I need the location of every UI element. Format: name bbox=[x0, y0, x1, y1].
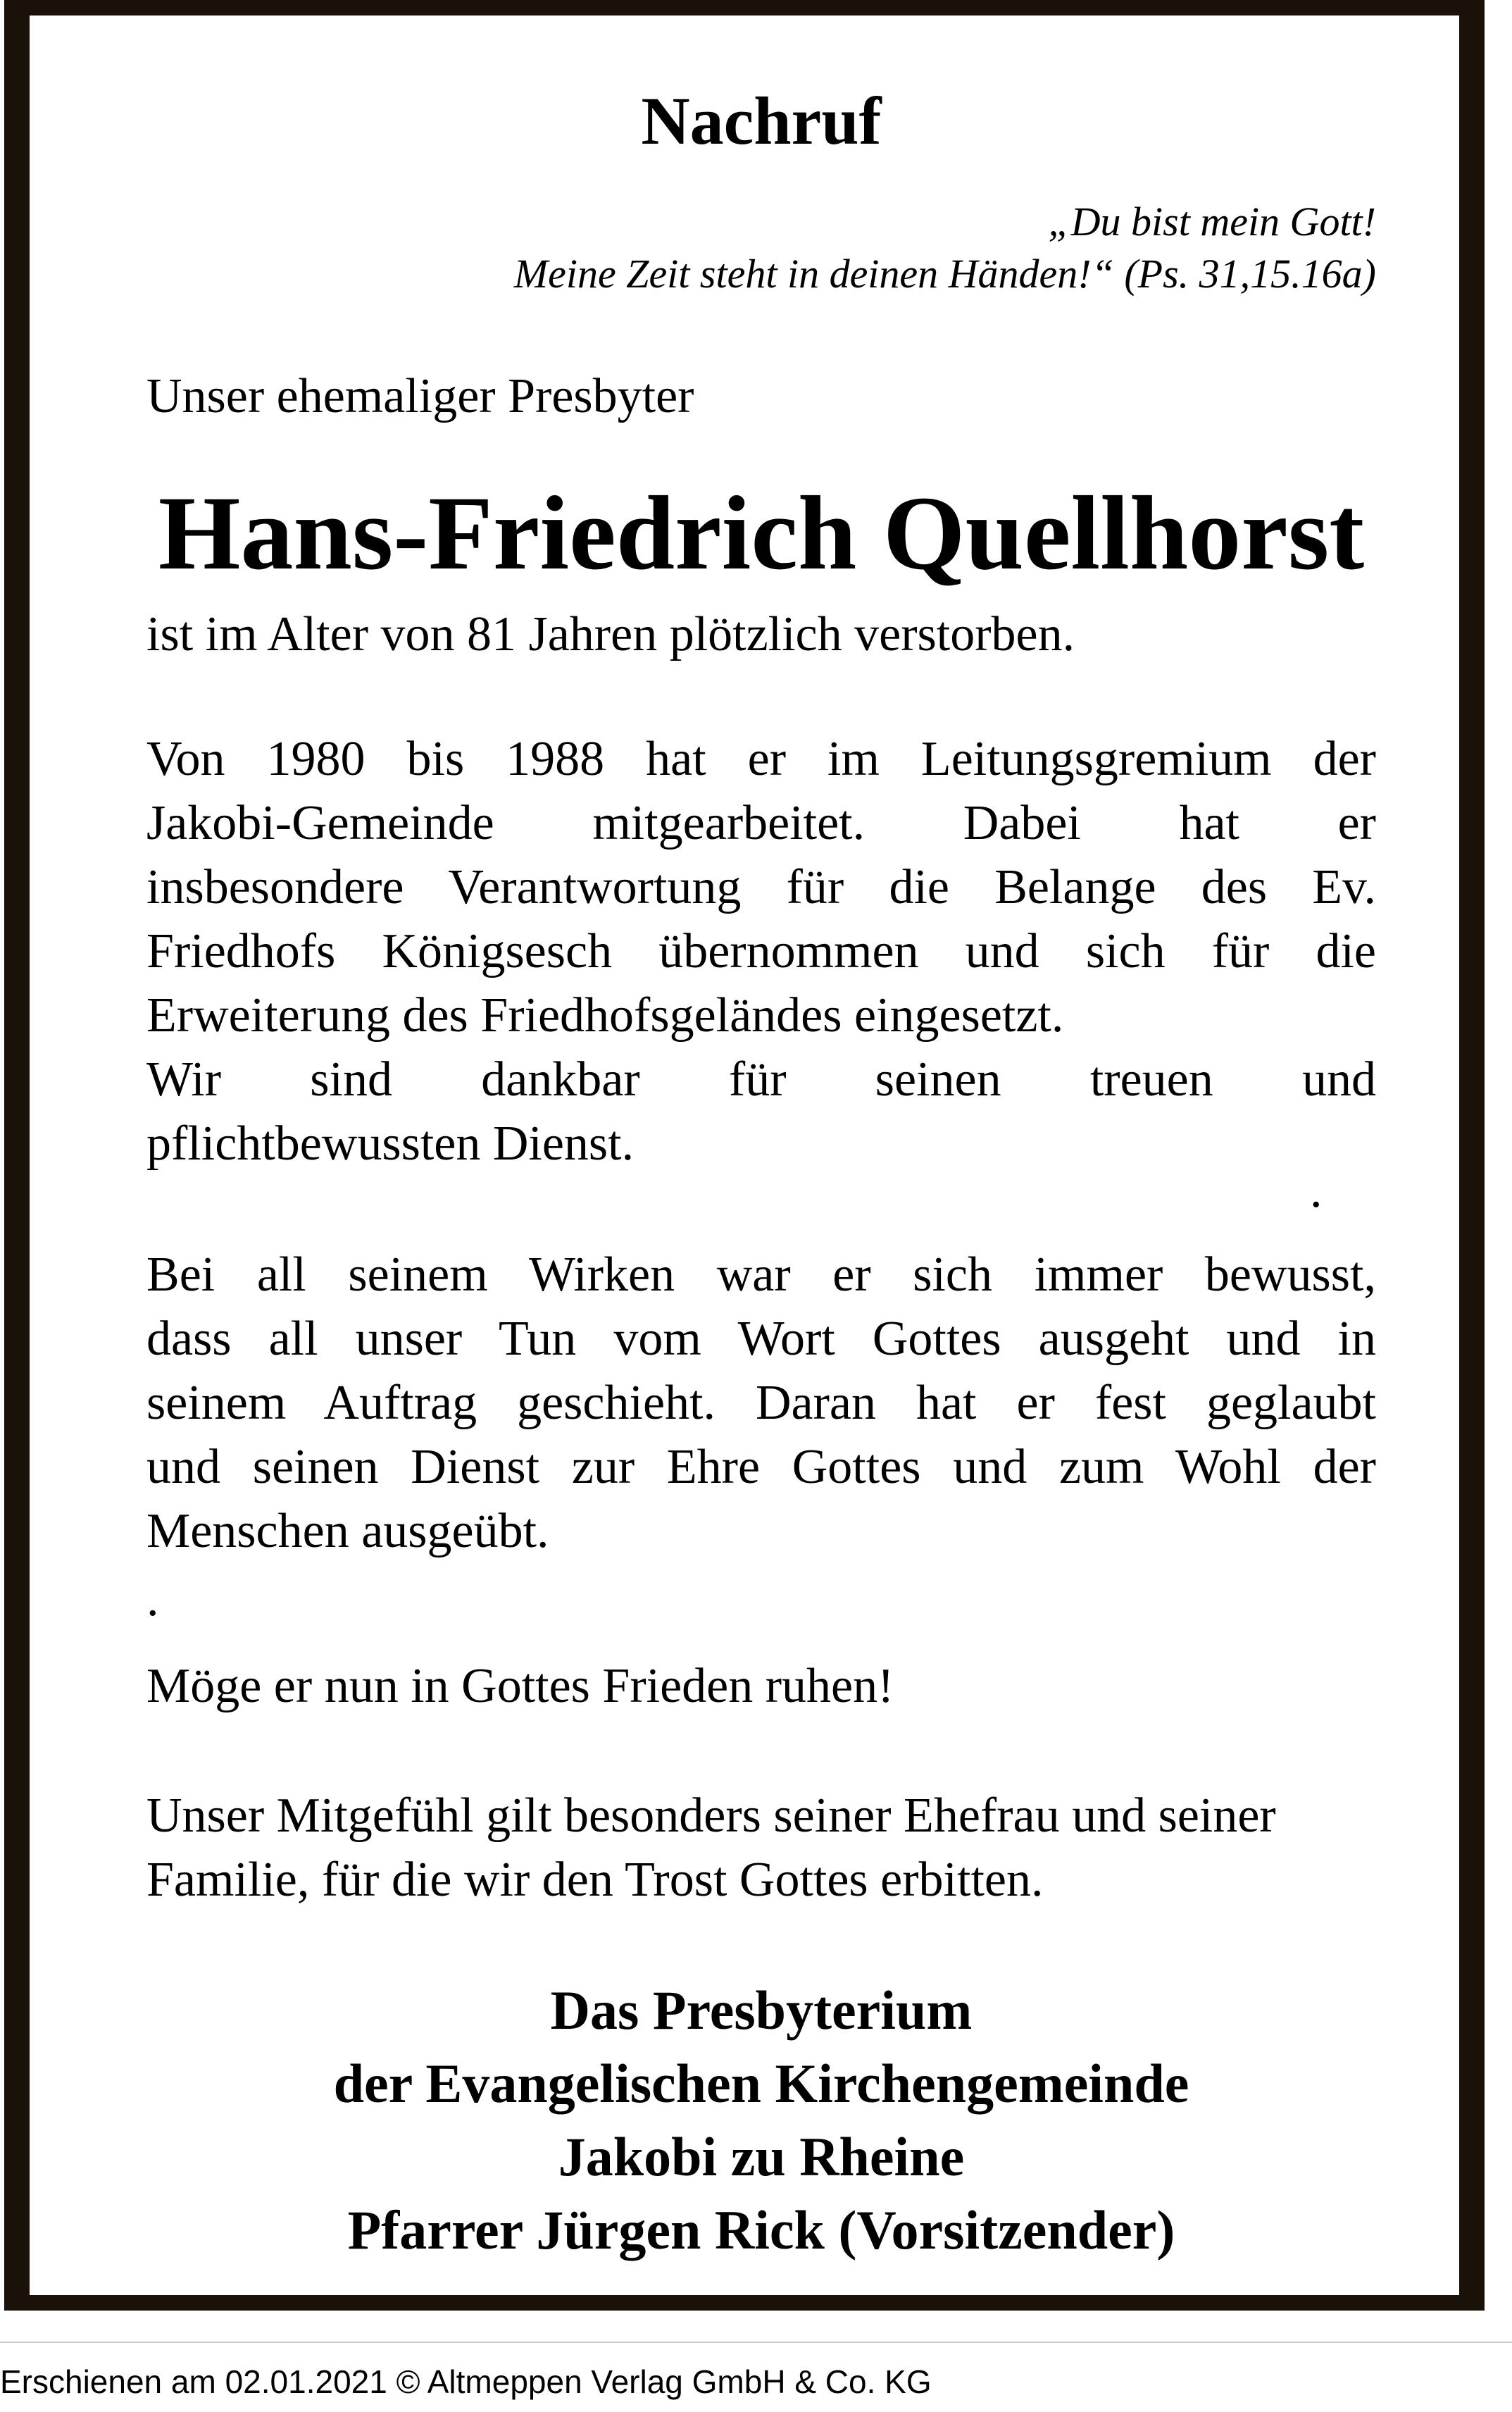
obituary-frame bbox=[4, 0, 1485, 2311]
footer-divider bbox=[0, 2342, 1512, 2343]
signature-block bbox=[146, 1974, 1376, 2267]
quote-line: „Du bist mein Gott! bbox=[1048, 199, 1376, 244]
paragraph-service bbox=[146, 727, 1376, 1176]
deceased-name: Hans-Friedrich Quellhorst bbox=[158, 475, 1365, 592]
text-line: Möge er nun in Gottes Frieden ruhen! bbox=[146, 1659, 894, 1713]
signature-line: der Evangelischen Kirchengemeinde bbox=[333, 2053, 1189, 2114]
signature-line: Das Presbyterium bbox=[550, 1979, 973, 2041]
condolence-text bbox=[146, 1784, 1442, 1912]
text-line: Wir sind dankbar für seinen treuen und bbox=[146, 1052, 1376, 1107]
text-line: Menschen ausgeübt. bbox=[146, 1504, 549, 1558]
paragraph-faith bbox=[146, 1243, 1376, 1563]
signature-line: Pfarrer Jürgen Rick (Vorsitzender) bbox=[347, 2199, 1175, 2261]
text-line: Unser Mitgefühl gilt besonders seiner Ehefrau und seiner bbox=[146, 1789, 1276, 1843]
text-line: Von 1980 bis 1988 hat er im Leitungsgremium der bbox=[146, 732, 1376, 786]
text-line: Friedhofs Königsesch übernommen und sich für die bbox=[146, 924, 1376, 978]
signature-line: Jakobi zu Rheine bbox=[558, 2126, 965, 2187]
age-line: ist im Alter von 81 Jahren plötzlich verstorben. bbox=[146, 607, 1075, 661]
text-line: insbesondere Verantwortung für die Belange des Ev. bbox=[146, 860, 1376, 914]
stray-dot: . bbox=[1310, 1164, 1323, 1218]
text-line: Familie, für die wir den Trost Gottes erbitten. bbox=[146, 1853, 1044, 1907]
stray-dot: . bbox=[146, 1572, 159, 1627]
text-line: seinem Auftrag geschieht. Daran hat er fest geglaubt bbox=[146, 1376, 1376, 1430]
page-title: Nachruf bbox=[641, 83, 882, 158]
text-line: und seinen Dienst zur Ehre Gottes und zum Wohl der bbox=[146, 1440, 1376, 1494]
text-line: Erweiterung des Friedhofsgeländes eingesetzt. bbox=[146, 988, 1064, 1043]
intro-text: Unser ehemaliger Presbyter bbox=[146, 369, 694, 423]
publication-footer: Erschienen am 02.01.2021 © Altmeppen Verlag GmbH & Co. KG bbox=[0, 2363, 932, 2400]
text-line: Bei all seinem Wirken war er sich immer bewusst, bbox=[146, 1248, 1376, 1302]
bible-quote bbox=[320, 196, 1376, 300]
blessing-text bbox=[146, 1654, 1376, 1718]
text-line: pflichtbewussten Dienst. bbox=[146, 1117, 635, 1171]
text-line: Jakobi-Gemeinde mitgearbeitet. Dabei hat er bbox=[146, 796, 1376, 850]
text-line: dass all unser Tun vom Wort Gottes ausgeht und in bbox=[146, 1312, 1376, 1366]
quote-line: Meine Zeit steht in deinen Händen!“ (Ps. 31,15.16a) bbox=[513, 251, 1376, 297]
